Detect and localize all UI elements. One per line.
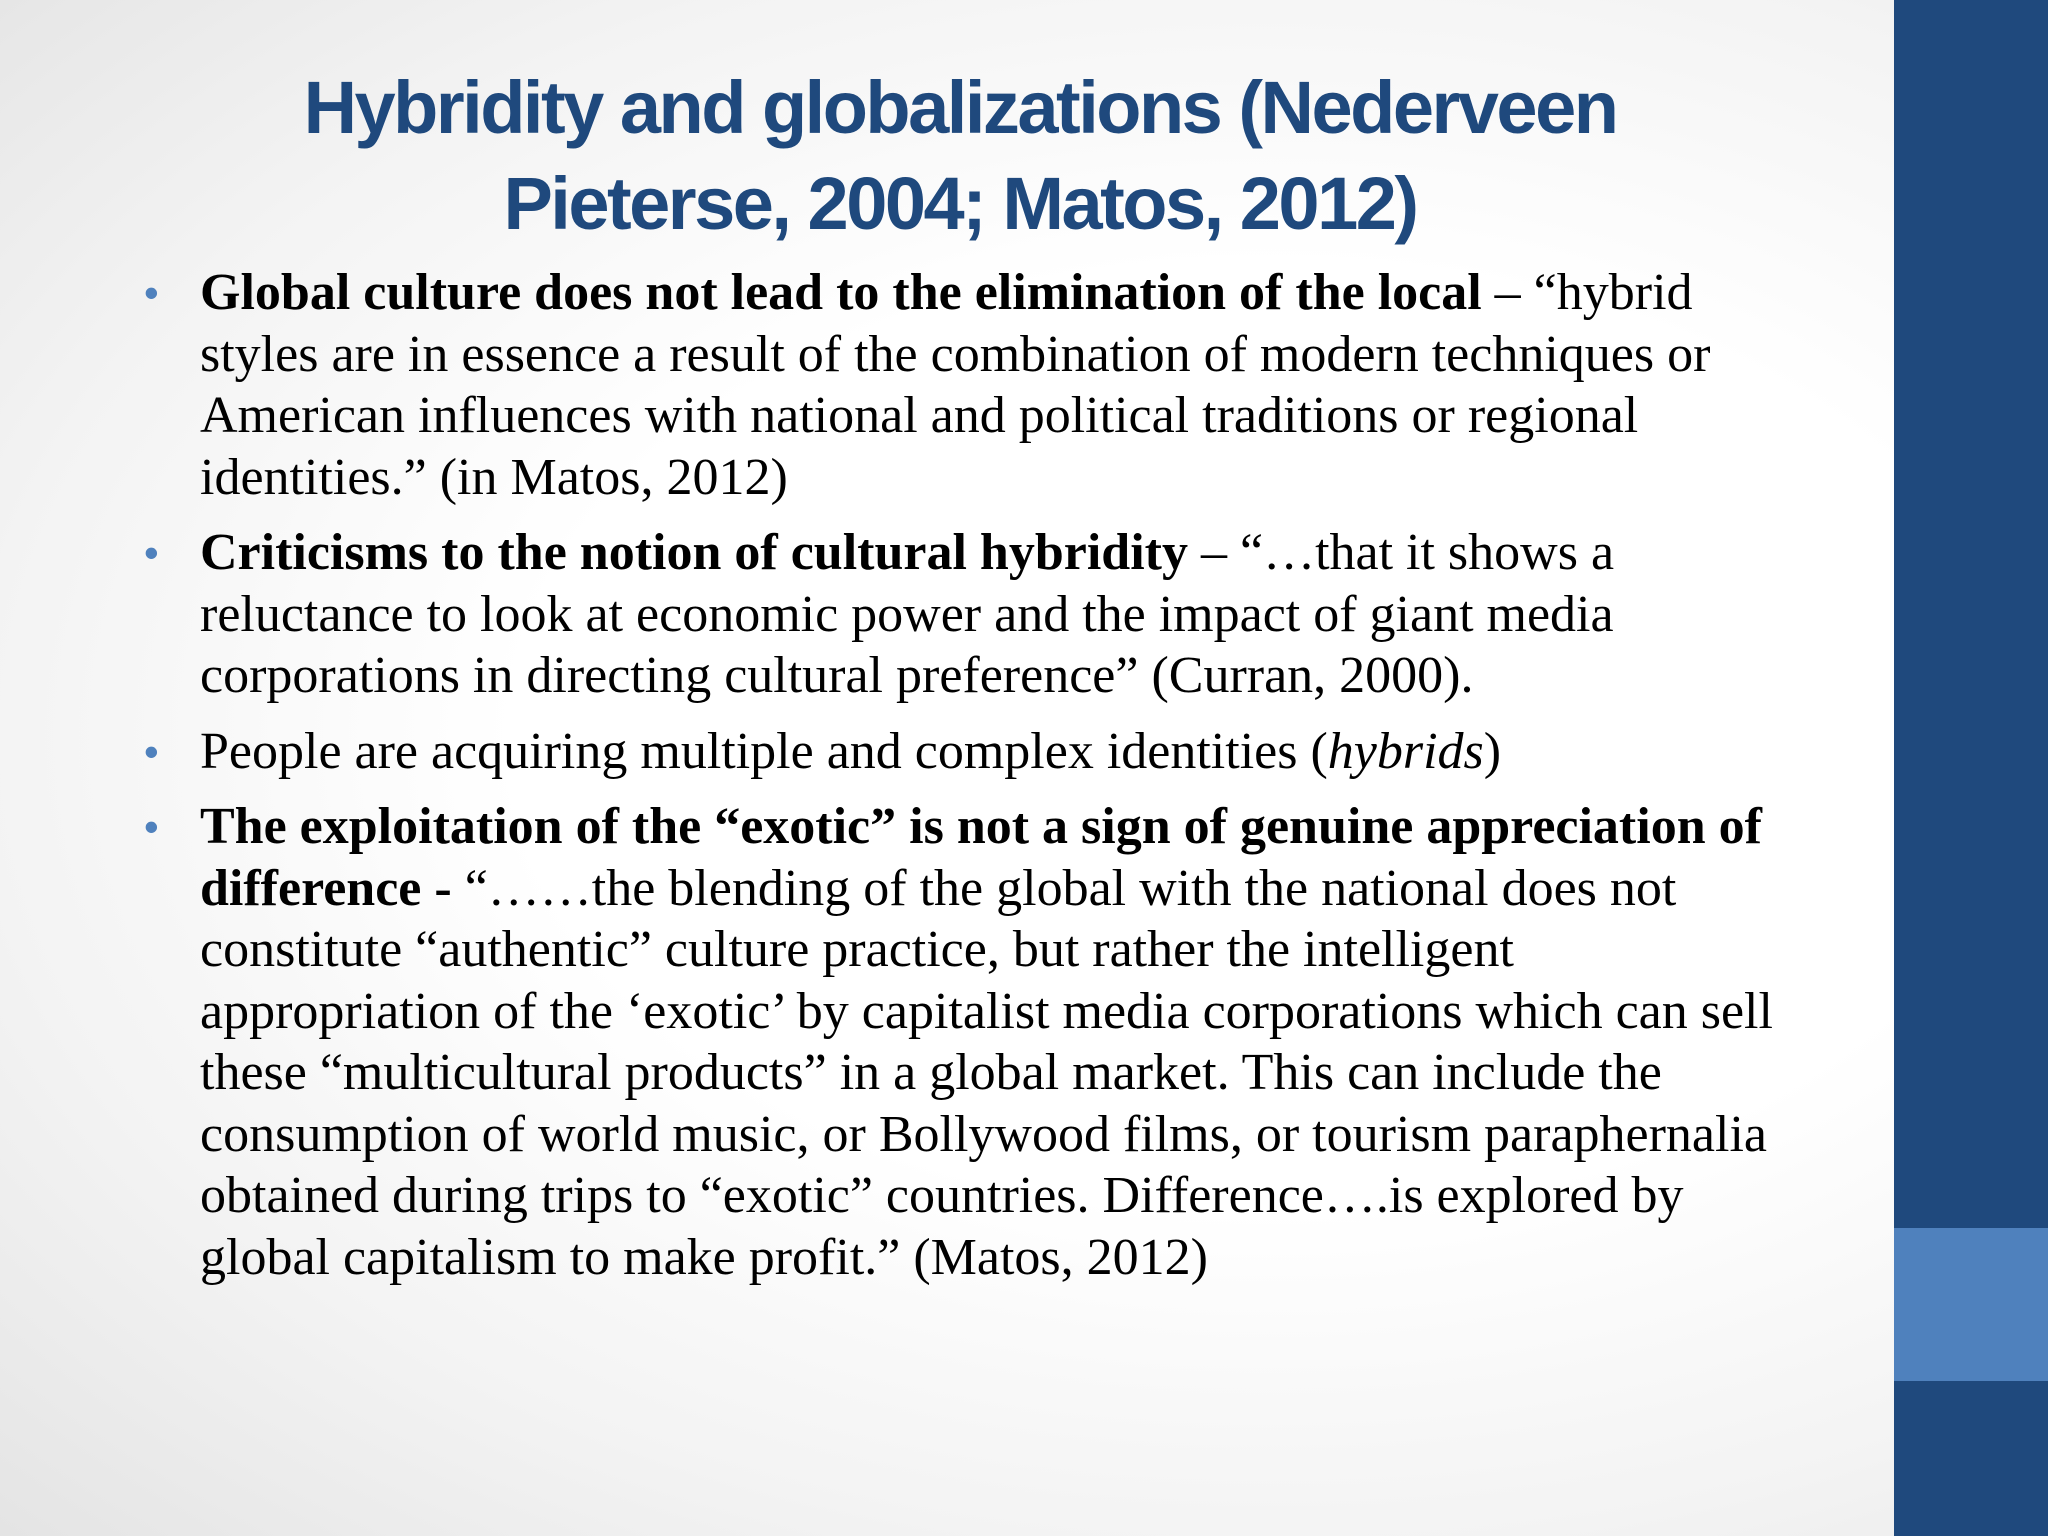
bullet-1-bold: Global culture does not lead to the elimination of the local [200,264,1482,321]
bullet-dot-icon: • [144,269,159,316]
slide-title-line-2: Pieterse, 2004; Matos, 2012) [503,162,1417,245]
bullet-1-text: – “hybrid styles are in essence a result of the combination of modern techniques or American influences with national and political traditions or regional identities.” (in Matos, 2012) [200,264,1711,506]
bullet-item-1 [144,262,1800,508]
bullet-2-text: – “…that it shows a reluctance to look at economic power and the impact of giant media corporations in directing cultural preference” (Curran, 2000). [200,524,1615,704]
bullet-2-bold: Criticisms to the notion of cultural hybridity [200,524,1188,581]
bullet-item-3 [144,721,1800,783]
bullet-3-text-after: ) [1483,722,1502,780]
bullet-dot-icon: • [144,727,159,775]
bullet-item-2 [144,522,1800,707]
bullet-dot-icon: • [144,803,159,850]
bullet-4-text: “……the blending of the global with the national does not constitute “authentic” culture practice, but rather the intelligent appropriation of the ‘exotic’ by capitalist media corporations which can sell these “multicultural products” in a global market. This can include the consumption of world music, or Bollywood films, or tourism paraphernalia obtained during trips to “exotic” countries. Difference….is explored by global capitalism to make profit.” (Matos, 2012) [200,859,1773,1286]
sidebar-accent-block [1894,1228,2048,1381]
bullet-3-italic: hybrids [1327,722,1484,780]
bullet-item-4 [144,796,1800,1288]
sidebar-band [1894,0,2048,1536]
bullet-4-bold: The exploitation of the “exotic” is not a sign of genuine appreciation of difference - [200,798,1762,917]
bullet-list [144,262,1800,1302]
bullet-3-text: People are acquiring multiple and complex identities ( [200,722,1328,780]
bullet-dot-icon: • [144,529,159,576]
slide-title-line-1: Hybridity and globalizations (Nederveen [303,66,1617,149]
slide-title [140,60,1780,252]
